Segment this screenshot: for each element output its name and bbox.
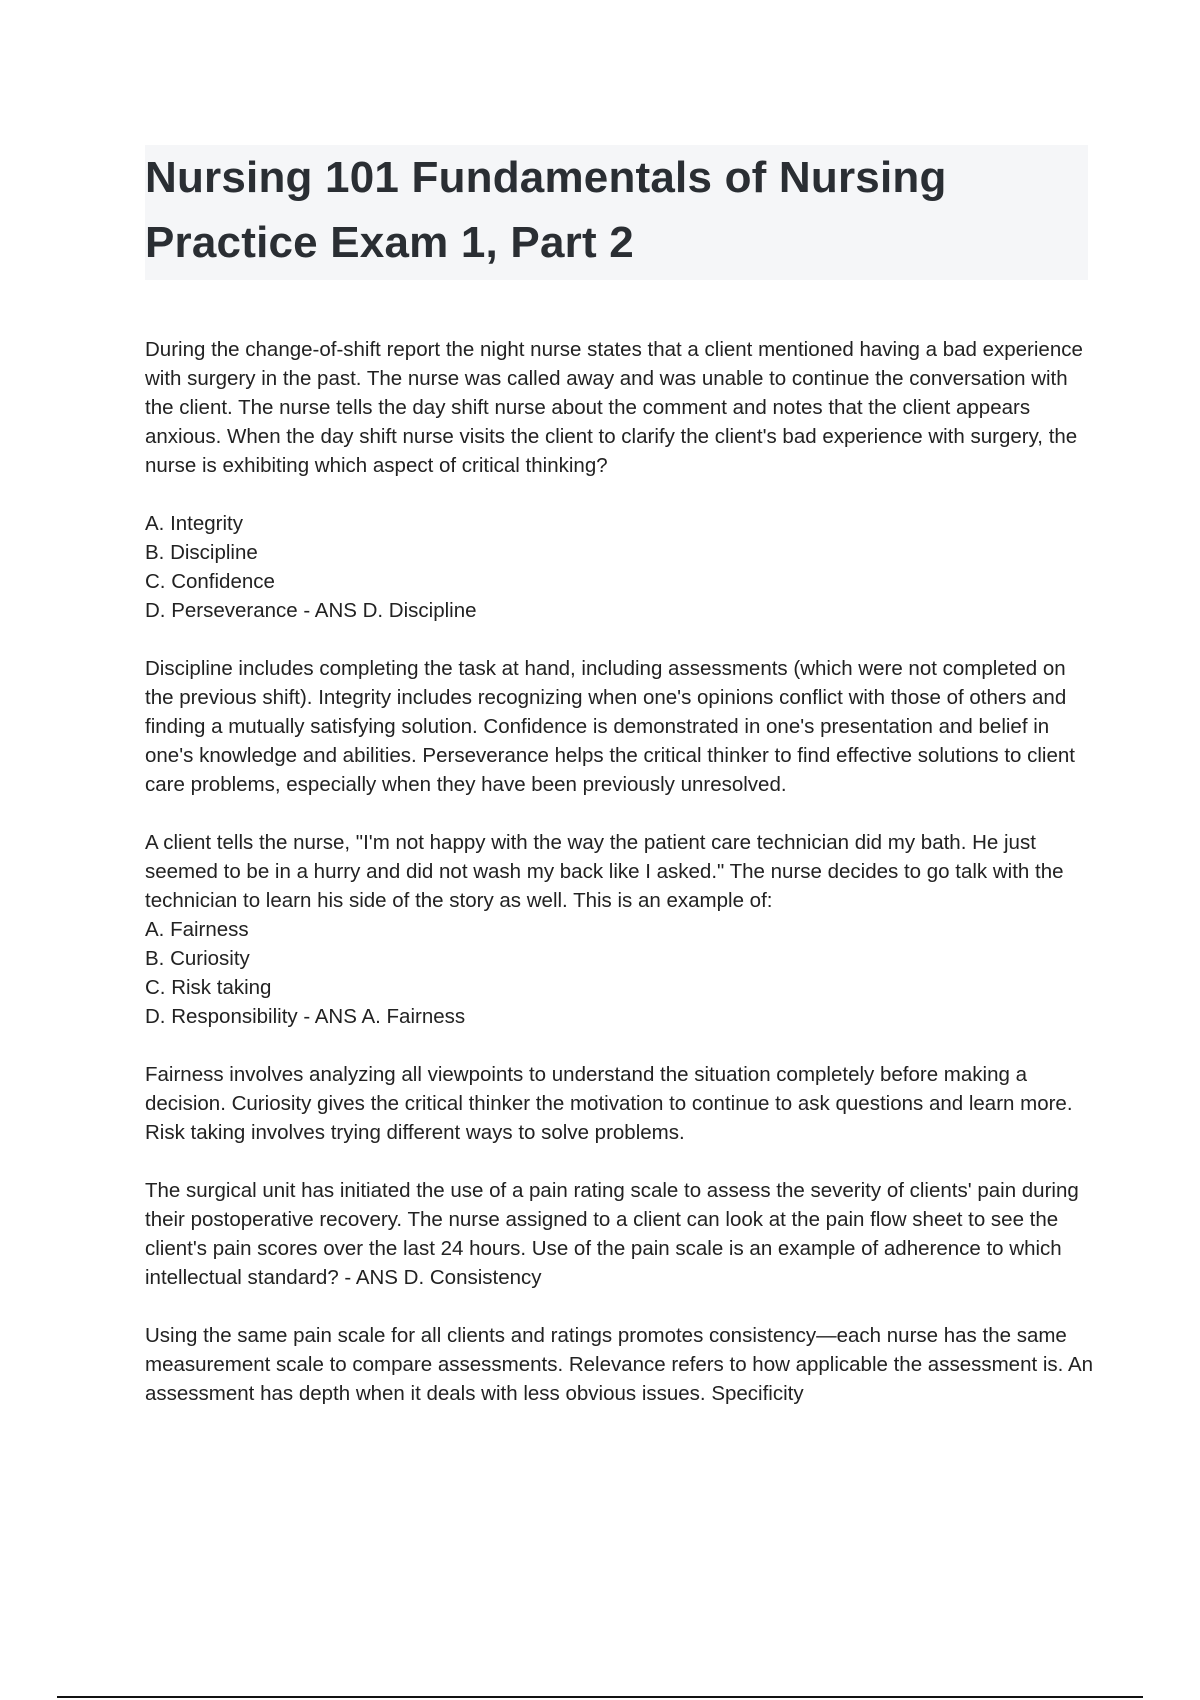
question-1-option-a: A. Integrity	[145, 512, 243, 535]
question-1-option-d-answer: D. Perseverance - ANS D. Discipline	[145, 599, 477, 622]
question-2-option-a: A. Fairness	[145, 918, 249, 941]
title-line-2: Practice Exam 1, Part 2	[145, 218, 634, 267]
question-1-option-c: C. Confidence	[145, 570, 275, 593]
question-1-options	[145, 509, 1095, 625]
question-3-text: The surgical unit has initiated the use of a pain rating scale to assess the severity of clients' pain during their postoperative recovery. The nurse assigned to a client can look at the pain flow sheet to see the client's pain scores over the last 24 hours. Use of the pain scale is an example of adherence to which intellectual standard? - ANS D. Consistency	[145, 1179, 1079, 1289]
question-2-explanation: Fairness involves analyzing all viewpoints to understand the situation completely before making a decision. Curiosity gives the critical thinker the motivation to continue to ask questions and learn more. Risk taking involves trying different ways to solve problems.	[145, 1063, 1073, 1144]
question-1-text: During the change-of-shift report the night nurse states that a client mentioned having a bad experience with surgery in the past. The nurse was called away and was unable to continue the conversation with the client. The nurse tells the day shift nurse about the comment and notes that the client appears anxious. When the day shift nurse visits the client to clarify the client's bad experience with surgery, the nurse is exhibiting which aspect of critical thinking?	[145, 338, 1083, 477]
page-title	[145, 145, 1088, 275]
question-2-option-b: B. Curiosity	[145, 947, 250, 970]
question-1-explanation: Discipline includes completing the task at hand, including assessments (which were not completed on the previous shift). Integrity includes recognizing when one's opinions conflict with those of others and finding a mutually satisfying solution. Confidence is demonstrated in one's presentation and belief in one's knowledge and abilities. Perseverance helps the critical thinker to find effective solutions to client care problems, especially when they have been previously unresolved.	[145, 657, 1075, 796]
question-2-text: A client tells the nurse, "I'm not happy with the way the patient care technician did my bath. He just seemed to be in a hurry and did not wash my back like I asked." The nurse decides to go talk with the technician to learn his side of the story as well. This is an example of:	[145, 831, 1064, 912]
title-line-1: Nursing 101 Fundamentals of Nursing	[145, 153, 947, 202]
document-body	[145, 335, 1095, 1437]
title-block	[145, 145, 1088, 280]
question-2-option-c: C. Risk taking	[145, 976, 272, 999]
page-bottom-divider	[57, 1696, 1143, 1698]
question-2-options	[145, 915, 1095, 1031]
question-3-explanation: Using the same pain scale for all clients and ratings promotes consistency—each nurse has the same measurement scale to compare assessments. Relevance refers to how applicable the assessment is. An assessment has depth when it deals with less obvious issues. Specificity	[145, 1324, 1094, 1405]
question-2-option-d-answer: D. Responsibility - ANS A. Fairness	[145, 1005, 466, 1028]
question-1-option-b: B. Discipline	[145, 541, 258, 564]
